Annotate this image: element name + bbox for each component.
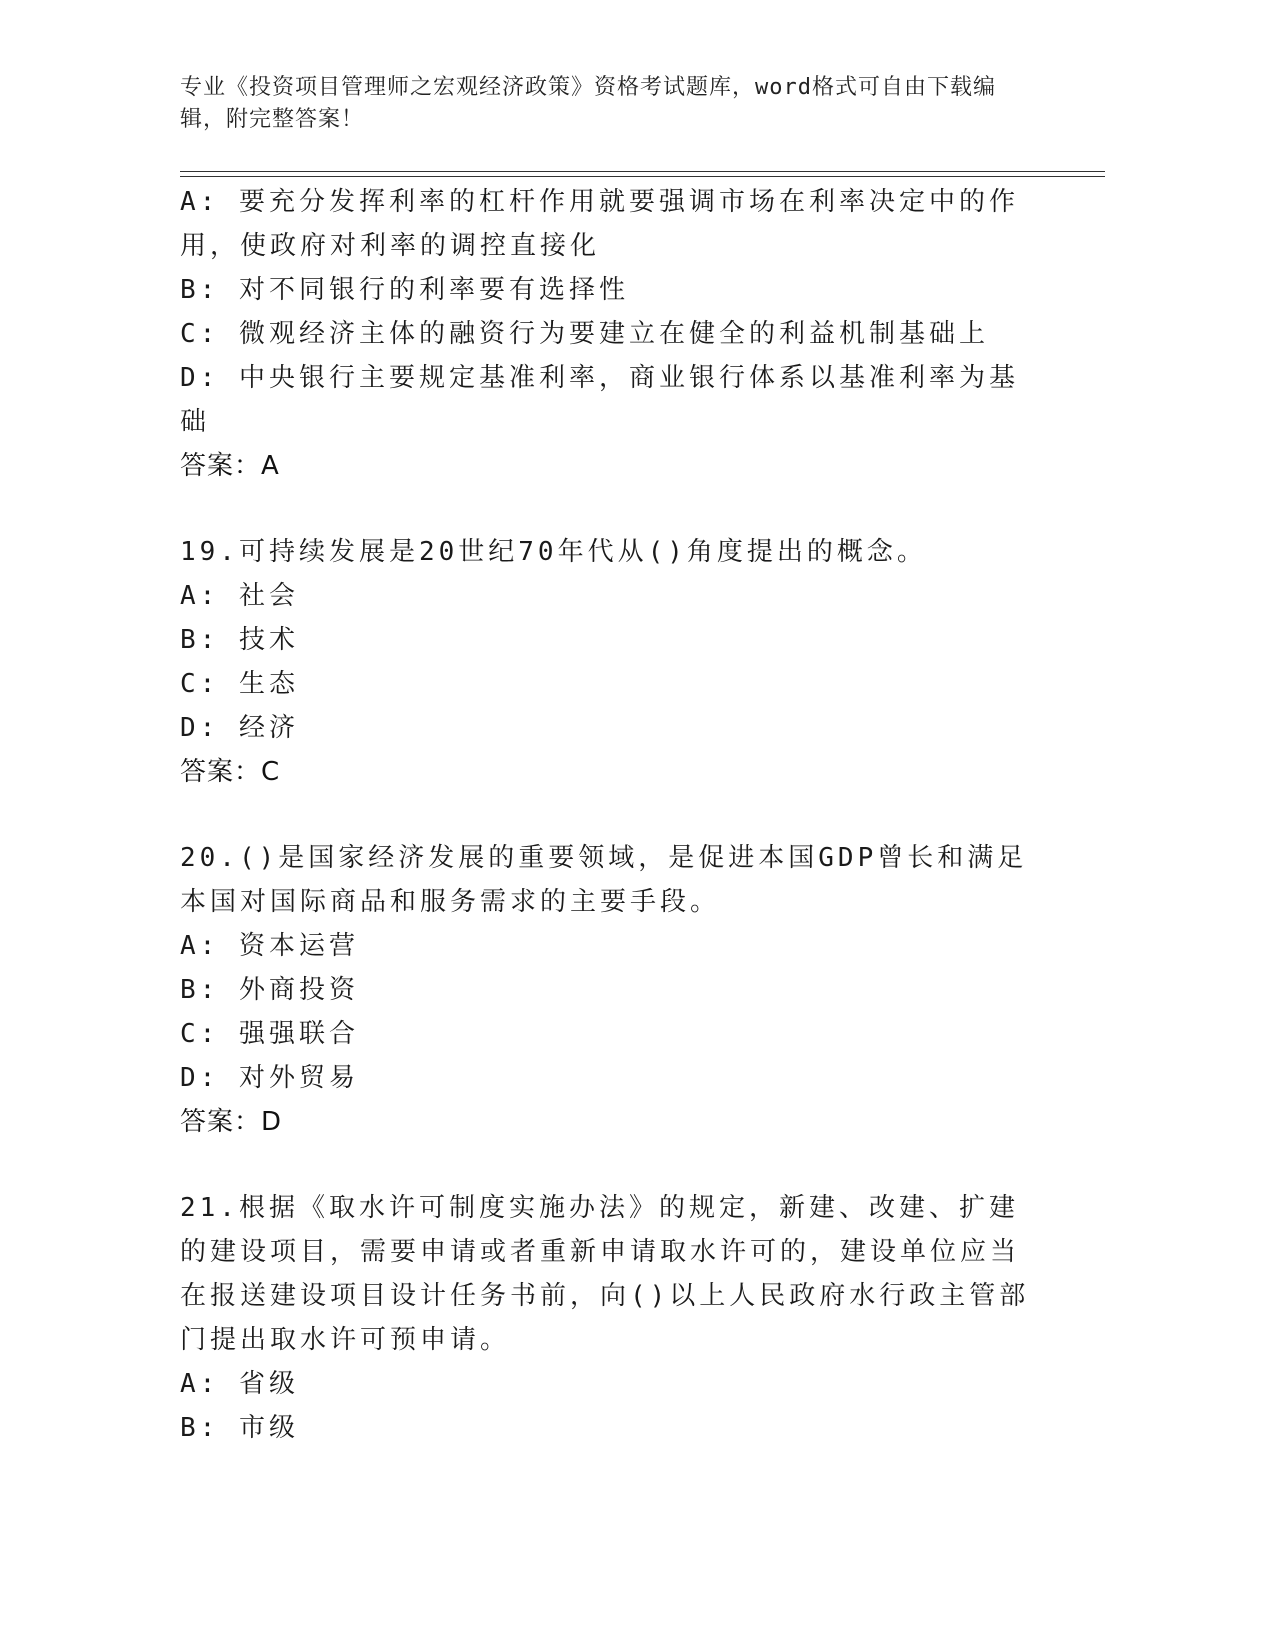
question-block-18 xyxy=(180,180,1040,488)
option-a: A: 省级 xyxy=(180,1369,299,1399)
answer-line: 答案：A xyxy=(180,451,280,481)
question-block-19 xyxy=(180,530,1040,794)
option-b: B: 外商投资 xyxy=(180,975,359,1005)
question-text: 20.()是国家经济发展的重要领域，是促进本国GDP曾长和满足本国对国际商品和服务需求的主要手段。 xyxy=(180,843,1028,917)
option-d: D: 经济 xyxy=(180,713,299,743)
header-divider-bottom xyxy=(180,176,1105,177)
question-text: 21.根据《取水许可制度实施办法》的规定，新建、改建、扩建的建设项目，需要申请或者重新申请取水许可的，建设单位应当在报送建设项目设计任务书前，向()以上人民政府水行政主管部门提出取水许可预申请。 xyxy=(180,1193,1030,1355)
option-c: C: 微观经济主体的融资行为要建立在健全的利益机制基础上 xyxy=(180,319,989,349)
block-spacer xyxy=(180,488,1040,530)
answer-line: 答案：C xyxy=(180,757,281,787)
option-a: A: 要充分发挥利率的杠杆作用就要强调市场在利率决定中的作用，使政府对利率的调控直接化 xyxy=(180,187,1019,261)
option-b: B: 对不同银行的利率要有选择性 xyxy=(180,275,629,305)
option-d: D: 中央银行主要规定基准利率，商业银行体系以基准利率为基础 xyxy=(180,363,1019,437)
question-text: 19.可持续发展是20世纪70年代从()角度提出的概念。 xyxy=(180,537,927,567)
option-b: B: 技术 xyxy=(180,625,299,655)
option-a: A: 资本运营 xyxy=(180,931,359,961)
option-d: D: 对外贸易 xyxy=(180,1063,359,1093)
block-spacer xyxy=(180,1144,1040,1186)
answer-line: 答案：D xyxy=(180,1107,283,1137)
question-list xyxy=(180,180,1040,1450)
question-block-21 xyxy=(180,1186,1040,1450)
document-header-note: 专业《投资项目管理师之宏观经济政策》资格考试题库，word格式可自由下载编辑，附完整答案！ xyxy=(180,75,996,132)
option-c: C: 生态 xyxy=(180,669,299,699)
option-b: B: 市级 xyxy=(180,1413,299,1443)
option-c: C: 强强联合 xyxy=(180,1019,359,1049)
block-spacer xyxy=(180,794,1040,836)
option-a: A: 社会 xyxy=(180,581,299,611)
header-divider-top xyxy=(180,171,1105,172)
question-block-20 xyxy=(180,836,1040,1144)
